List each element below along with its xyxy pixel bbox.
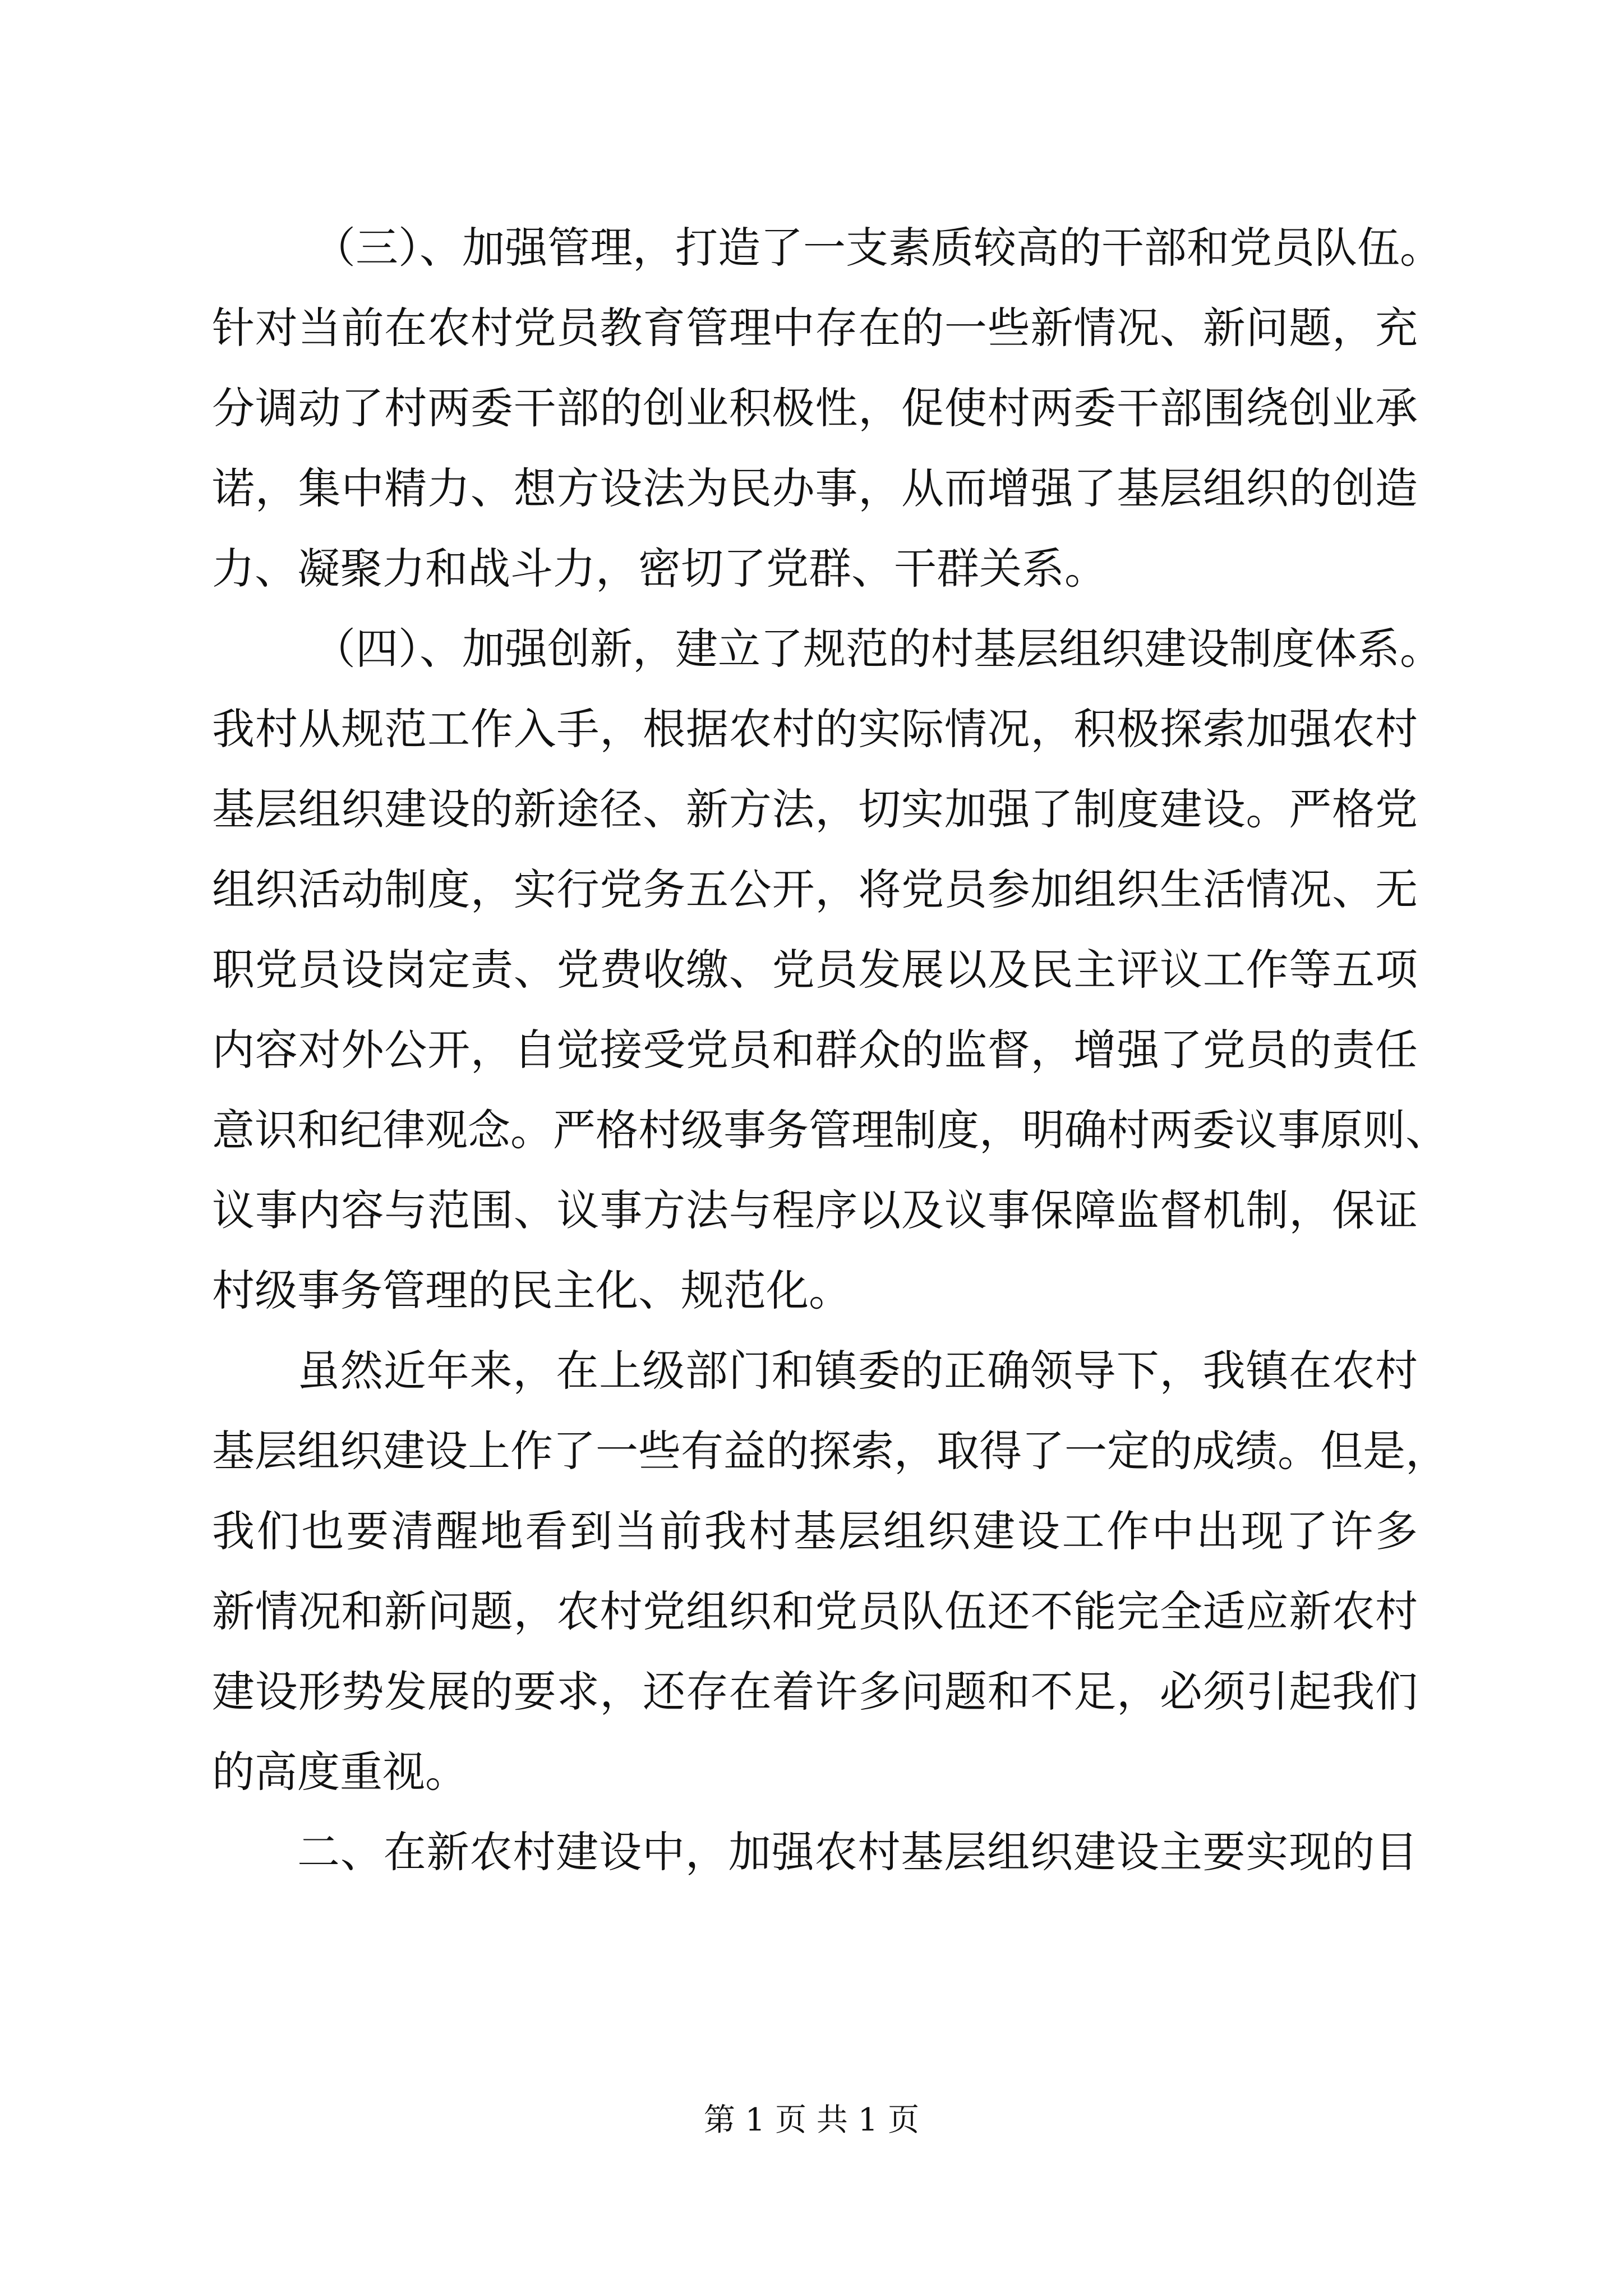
text-line: 我们也要清醒地看到当前我村基层组织建设工作中出现了许多: [212, 1506, 1418, 1556]
text-line: 村级事务管理的民主化、规范化。: [212, 1266, 851, 1315]
paragraph-problems: [212, 1331, 1448, 1812]
text-line: （三）、加强管理，打造了一支素质较高的干部和党员队伍。: [313, 223, 1442, 273]
paragraph-management: [212, 208, 1442, 609]
text-line: 二、在新农村建设中，加强农村基层组织建设主要实现的目: [297, 1827, 1418, 1877]
text-line: 虽然近年来，在上级部门和镇委的正确领导下，我镇在农村: [297, 1346, 1418, 1396]
text-line: 议事内容与范围、议事方法与程序以及议事保障监督机制，保证: [212, 1185, 1418, 1235]
page-footer: 第 1 页 共 1 页: [703, 2102, 920, 2138]
text-line: 意识和纪律观念。严格村级事务管理制度，明确村两委议事原则、: [212, 1105, 1448, 1155]
text-line: 基层组织建设的新途径、新方法，切实加强了制度建设。严格党: [212, 784, 1418, 834]
text-line: 建设形势发展的要求，还存在着许多问题和不足，必须引起我们: [212, 1667, 1418, 1717]
text-line: 组织活动制度，实行党务五公开，将党员参加组织生活情况、无: [212, 864, 1418, 914]
text-line: 分调动了村两委干部的创业积极性，促使村两委干部围绕创业承: [212, 383, 1418, 433]
text-line: 新情况和新问题，农村党组织和党员队伍还不能完全适应新农村: [212, 1586, 1418, 1636]
text-line: 的高度重视。: [212, 1747, 468, 1797]
text-line: 力、凝聚力和战斗力，密切了党群、干群关系。: [212, 544, 1107, 593]
text-line: 内容对外公开，自觉接受党员和群众的监督，增强了党员的责任: [212, 1025, 1418, 1075]
text-line: （四）、加强创新，建立了规范的村基层组织建设制度体系。: [313, 624, 1442, 674]
text-line: 职党员设岗定责、党费收缴、党员发展以及民主评议工作等五项: [212, 945, 1418, 995]
text-line: 我村从规范工作入手，根据农村的实际情况，积极探索加强农村: [212, 704, 1418, 754]
text-line: 针对当前在农村党员教育管理中存在的一些新情况、新问题，充: [212, 303, 1418, 353]
text-line: 基层组织建设上作了一些有益的探索，取得了一定的成绩。但是，: [212, 1426, 1448, 1476]
document-body: [212, 208, 1448, 1892]
text-line: 诺，集中精力、想方设法为民办事，从而增强了基层组织的创造: [212, 463, 1418, 513]
paragraph-innovation: [212, 609, 1448, 1331]
paragraph-section-two: [212, 1812, 1418, 1892]
